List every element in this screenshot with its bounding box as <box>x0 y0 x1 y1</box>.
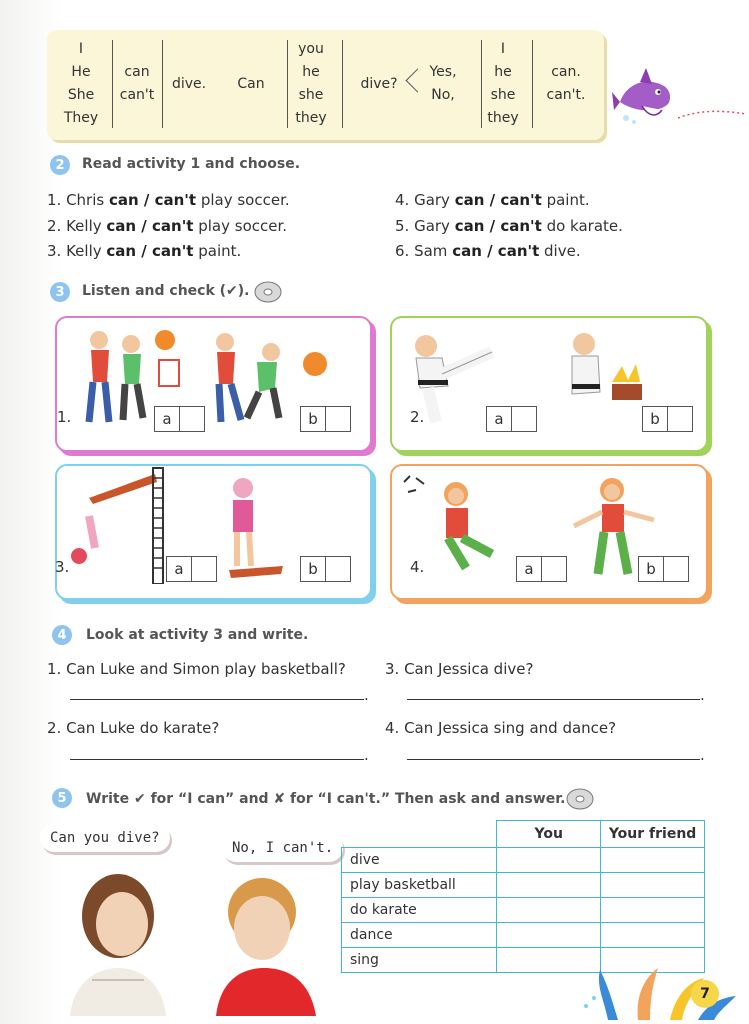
section-number: 2 <box>50 155 70 175</box>
answer-line[interactable] <box>70 759 364 760</box>
section-title: Listen and check (✔). <box>82 283 250 299</box>
sentence-item: 3. Kelly can / can't paint. <box>47 242 242 260</box>
grammar-subjects-2 <box>291 38 331 130</box>
activity-label: play basketball <box>342 873 497 898</box>
choice-can-cant[interactable]: can / can't <box>106 242 194 260</box>
grammar-word: Can <box>237 75 265 92</box>
dotted-trail-decoration <box>678 108 746 122</box>
sentence-item: 1. Chris can / can't play soccer. <box>47 191 290 209</box>
girl-photo <box>62 870 172 1016</box>
answer-period: . <box>700 746 705 764</box>
grammar-word: he <box>494 64 512 80</box>
answer-cell-friend[interactable] <box>601 873 705 898</box>
table-row <box>342 848 705 873</box>
sentence-item: 5. Gary can / can't do karate. <box>395 217 623 235</box>
check-box-a[interactable] <box>180 406 205 432</box>
grammar-word: I <box>500 41 506 57</box>
grammar-word: Yes, <box>429 64 457 80</box>
sentence-item: 4. Gary can / can't paint. <box>395 191 590 209</box>
grammar-can-question <box>231 38 271 130</box>
section-title: Write ✔ for “I can” and ✘ for “I can't.” Then ask and answer. <box>86 791 566 807</box>
check-box-b[interactable] <box>668 406 693 432</box>
checkbox-pair-a <box>166 556 217 582</box>
answer-cell-friend[interactable] <box>601 848 705 873</box>
grammar-word: can't <box>119 87 155 103</box>
option-label: a <box>516 556 542 582</box>
grammar-word: can't. <box>546 87 586 103</box>
diving-illustration <box>65 464 177 584</box>
grammar-subjects-1 <box>61 38 101 130</box>
answer-cell-friend[interactable] <box>601 898 705 923</box>
grammar-word: No, <box>431 87 455 103</box>
answer-line[interactable] <box>70 699 364 700</box>
grammar-subjects-3 <box>483 38 523 130</box>
picture-number: 2. <box>410 408 425 426</box>
column-header-you: You <box>497 821 601 848</box>
check-box-b[interactable] <box>326 406 351 432</box>
page-number: 7 <box>691 980 719 1008</box>
section-title: Read activity 1 and choose. <box>82 156 301 172</box>
divider <box>287 40 288 128</box>
grammar-word: she <box>490 87 516 103</box>
table-corner <box>342 821 497 848</box>
grammar-word: you <box>298 41 324 57</box>
sentence-item: 2. Kelly can / can't play soccer. <box>47 217 288 235</box>
section-number: 4 <box>52 625 72 645</box>
activity-label: dive <box>342 848 497 873</box>
choice-can-cant[interactable]: can / can't <box>452 242 540 260</box>
audio-cd-icon[interactable] <box>566 788 594 810</box>
answer-line[interactable] <box>407 699 700 700</box>
picture-number: 1. <box>57 408 72 426</box>
grammar-answers <box>423 38 463 130</box>
check-box-b[interactable] <box>664 556 689 582</box>
checkbox-pair-a <box>486 406 537 432</box>
table-row <box>342 873 705 898</box>
checkbox-pair-a <box>516 556 567 582</box>
table-row <box>342 923 705 948</box>
activity-label: sing <box>342 948 497 973</box>
checkbox-pair-b <box>642 406 693 432</box>
grammar-word: they <box>295 110 327 126</box>
answer-line[interactable] <box>407 759 700 760</box>
picture-number: 4. <box>410 558 425 576</box>
checkbox-pair-b <box>638 556 689 582</box>
section-title: Look at activity 3 and write. <box>86 627 309 643</box>
divider <box>532 40 533 128</box>
page-gutter <box>0 0 60 1024</box>
checkbox-pair-a <box>154 406 205 432</box>
speech-bubble-boy: No, I can't. <box>222 834 343 862</box>
grammar-word: they <box>487 110 519 126</box>
activity-label: dance <box>342 923 497 948</box>
check-box-a[interactable] <box>542 556 567 582</box>
column-header-friend: Your friend <box>601 821 705 848</box>
picture-frame-4 <box>390 464 708 600</box>
option-label: b <box>300 556 326 582</box>
question-text: 2. Can Luke do karate? <box>47 719 220 737</box>
option-label: a <box>154 406 180 432</box>
answer-cell-you[interactable] <box>497 923 601 948</box>
answer-cell-friend[interactable] <box>601 923 705 948</box>
grammar-modals-2 <box>541 38 591 130</box>
divider <box>481 40 482 128</box>
checkbox-pair-b <box>300 406 351 432</box>
choice-can-cant[interactable]: can / can't <box>106 217 194 235</box>
answer-cell-you[interactable] <box>497 898 601 923</box>
grammar-word: she <box>298 87 324 103</box>
divider <box>342 40 343 128</box>
grammar-word: can <box>124 64 150 80</box>
choice-can-cant[interactable]: can / can't <box>454 191 542 209</box>
picture-frame-2 <box>390 316 708 452</box>
picture-number: 3. <box>55 558 70 576</box>
shark-mascot-icon <box>612 66 676 128</box>
choice-can-cant[interactable]: can / can't <box>108 191 197 209</box>
grammar-word: can. <box>551 64 581 80</box>
answer-cell-you[interactable] <box>497 873 601 898</box>
answer-period: . <box>364 686 369 704</box>
option-label: b <box>638 556 664 582</box>
check-box-b[interactable] <box>326 556 351 582</box>
sentence-item: 6. Sam can / can't dive. <box>395 242 581 260</box>
option-label: a <box>166 556 192 582</box>
option-label: a <box>486 406 512 432</box>
grammar-word: dive? <box>360 75 398 92</box>
grammar-word: She <box>67 87 95 103</box>
checkbox-pair-b <box>300 556 351 582</box>
picture-frame-1 <box>55 316 372 452</box>
section-number: 3 <box>50 282 70 302</box>
boy-photo <box>212 872 322 1016</box>
option-label: b <box>642 406 668 432</box>
answer-period: . <box>364 746 369 764</box>
divider <box>162 40 163 128</box>
choice-can-cant[interactable]: can / can't <box>454 217 542 235</box>
grammar-word: he <box>302 64 320 80</box>
coral-decoration <box>578 950 748 1020</box>
picture-frame-3 <box>55 464 372 600</box>
answer-period: . <box>700 686 705 704</box>
question-text: 1. Can Luke and Simon play basketball? <box>47 660 346 678</box>
answer-cell-you[interactable] <box>497 848 601 873</box>
grammar-modals-1 <box>115 38 159 130</box>
option-label: b <box>300 406 326 432</box>
section-number: 5 <box>52 788 72 808</box>
divider <box>112 40 113 128</box>
grammar-verb-1 <box>169 38 209 130</box>
grammar-word: dive. <box>171 75 207 92</box>
scared-diver-illustration <box>219 470 299 588</box>
grammar-box <box>47 30 604 140</box>
grammar-word: I <box>78 41 84 57</box>
table-row <box>342 898 705 923</box>
question-text: 4. Can Jessica sing and dance? <box>385 719 617 737</box>
activity-label: do karate <box>342 898 497 923</box>
check-box-a[interactable] <box>192 556 217 582</box>
question-text: 3. Can Jessica dive? <box>385 660 534 678</box>
audio-cd-icon[interactable] <box>254 281 282 303</box>
speech-bubble-girl: Can you dive? <box>40 824 170 852</box>
check-box-a[interactable] <box>512 406 537 432</box>
table-header-row <box>342 821 705 848</box>
grammar-verb-2 <box>355 38 403 130</box>
grammar-word: They <box>63 110 99 126</box>
grammar-word: He <box>71 64 91 80</box>
